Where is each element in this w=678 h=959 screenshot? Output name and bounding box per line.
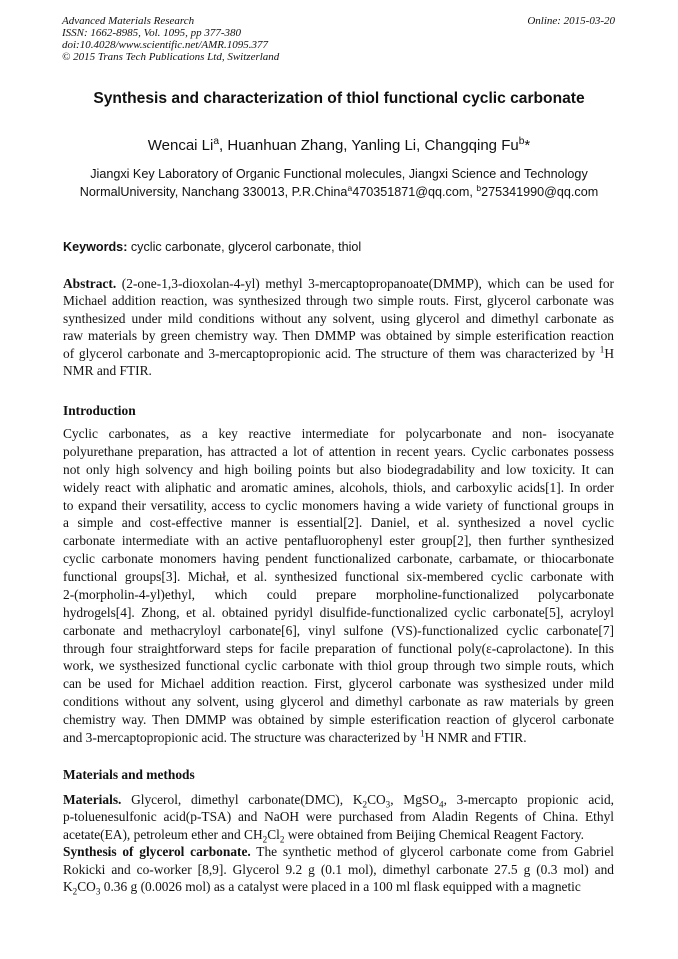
text-run: raw materials by green chemistry way. Then DMMP was obtained by simple esterification reaction	[63, 328, 614, 344]
text-line	[63, 604, 614, 622]
text-run: hydrogels[4]. Zhong, et al. obtained pyridyl disulfide-functionalized cyclic carbonate[5], acryloyl	[63, 604, 614, 620]
text-run: acetate(EA), petroleum ether and CH	[63, 826, 263, 842]
keywords	[63, 240, 361, 254]
text-line	[63, 514, 614, 532]
journal-name: Advanced Materials Research	[62, 15, 195, 27]
text-line	[63, 878, 614, 895]
text-run: Michael addition reaction, was synthesized through two simple routs. First, glycerol carbonate was	[63, 293, 614, 309]
text-run: (2-one-1,3-dioxolan-4-yl) methyl 3-mercaptopropanoate(DMMP), which can be used for	[116, 276, 614, 291]
text-line	[63, 479, 614, 497]
text-line	[63, 826, 614, 843]
authors	[0, 137, 678, 154]
bold-run-in-heading: Materials.	[63, 792, 122, 807]
text-run: synthesized under mild conditions without any solvent, using glycerol and dimethyl carbonate as	[63, 310, 614, 326]
text-line	[63, 461, 614, 479]
doi: doi:10.4028/www.scientific.net/AMR.1095.377	[62, 39, 269, 51]
text-run: 470351871@qq.com,	[352, 185, 477, 199]
bold-run-in-heading: Synthesis of glycerol carbonate.	[63, 844, 251, 860]
text-run: CO	[77, 879, 96, 895]
text-run: 275341990@qq.com	[481, 185, 599, 199]
text-line	[63, 711, 614, 729]
text-run: The synthetic method of glycerol carbonate come from Gabriel	[250, 844, 615, 860]
text-run: NMR and FTIR.	[63, 363, 152, 379]
text-run: functional groups[3]. Michał, et al. synthesized functional six-membered cyclic carbonate with	[63, 569, 614, 584]
superscript: b	[518, 136, 525, 147]
text-line	[63, 425, 614, 443]
superscript: 1	[420, 728, 425, 739]
text-line	[63, 497, 614, 515]
text-run: , Huanhuan Zhang, Yanling Li, Changqing Fu	[219, 137, 519, 154]
text-run: were obtained from Beijing Chemical Reagent Factory.	[284, 826, 585, 842]
text-run: to expand their versatility, access to cyclic monomers having a wide variety of functional groups in	[63, 497, 614, 513]
text-run: *	[524, 137, 531, 154]
paper-title: Synthesis and characterization of thiol functional cyclic carbonate	[93, 90, 585, 107]
abstract	[63, 275, 614, 379]
superscript: a	[213, 136, 220, 147]
superscript: b	[476, 182, 482, 193]
text-run: 2-(morpholin-4-yl)ethyl, which could prepare morpholine-functionalized polycarbonate	[63, 586, 614, 602]
subscript: 3	[95, 886, 101, 897]
text-line	[63, 693, 614, 711]
text-run: cyclic carbonate monomers having pendent functionalized carbonate, carbamate, or thiocarbonate	[63, 551, 614, 567]
text-line	[63, 791, 614, 808]
text-line	[63, 327, 614, 344]
keywords-label: Keywords:	[63, 240, 128, 254]
superscript: 1	[599, 344, 605, 355]
text-line	[347, 182, 599, 199]
text-run: University, Nanchang 330013, P.R.China	[120, 185, 348, 199]
text-line	[63, 808, 614, 825]
text-line	[63, 532, 614, 550]
text-run: 0.36 g (0.0026 mol) as a catalyst were placed in a 100 ml flask equipped with a magnetic	[100, 879, 581, 895]
text-run: Glycerol, dimethyl carbonate(DMC), K	[121, 792, 363, 807]
text-run: , MgSO	[390, 792, 440, 807]
text-line	[63, 550, 614, 568]
text-run: Cyclic carbonates, as a key reactive intermediate for polycarbonate and non- isocyanate	[63, 426, 614, 441]
journal-header	[62, 15, 279, 63]
text-line	[63, 292, 614, 309]
text-run: CO	[367, 792, 386, 807]
superscript: a	[347, 182, 353, 193]
text-run: polyurethane preparation, has attracted a lot of attention in recent years. Cyclic carbonates possess	[63, 443, 614, 459]
text-line	[63, 568, 614, 586]
text-run: conditions without any solvent, using glycerol and dimethyl carbonate as raw materials by green	[63, 694, 614, 710]
text-run: Cl	[267, 826, 280, 842]
text-line	[63, 310, 614, 327]
text-run: can be used for Michael addition reaction. First, glycerol carbonate was systhesized under mild	[63, 676, 614, 692]
subscript: 3	[385, 799, 391, 810]
text-run: through four straightforward steps for facile preparation of functional poly(ε-caprolactone). In this	[63, 640, 614, 656]
text-run: Jiangxi Key Laboratory of Organic Functional molecules, Jiangxi Science and Technology Normal	[79, 167, 588, 199]
section-heading-materials-methods: Materials and methods	[63, 767, 195, 782]
text-run: p-toluenesulfonic acid(p-TSA) and NaOH were purchased from Aladin Regents of China. Ethyl	[63, 809, 614, 825]
text-line	[63, 345, 614, 362]
text-line	[63, 622, 614, 640]
text-line	[63, 640, 614, 658]
text-run: K	[63, 879, 73, 895]
keywords-text: cyclic carbonate, glycerol carbonate, thiol	[127, 240, 362, 254]
issn: ISSN: 1662-8985, Vol. 1095, pp 377-380	[62, 27, 242, 39]
online-date: Online: 2015-03-20	[527, 15, 615, 27]
subscript: 2	[362, 799, 368, 810]
text-line	[63, 843, 614, 860]
subscript: 2	[262, 834, 268, 845]
text-run: H	[604, 345, 614, 361]
text-run: widely react with aliphatic and aromatic amines, alcohols, thiols, and carboxylic acids[1]. In order	[63, 479, 614, 495]
introduction-body	[63, 425, 614, 747]
text-run: and 3-mercaptopropionic acid. The structure was characterized by	[63, 729, 421, 745]
text-line	[63, 586, 614, 604]
text-run: a simple and cost-effective manner is essential[2]. Daniel, et al. synthesized a novel cyclic	[63, 515, 614, 531]
section-heading-introduction: Introduction	[63, 403, 136, 418]
affiliation	[40, 165, 638, 201]
text-run: Wencai Li	[147, 137, 214, 154]
text-line	[63, 729, 614, 747]
text-line	[63, 657, 614, 675]
bold-run-in-heading: Abstract.	[63, 276, 117, 291]
text-run: Rokicki and co-worker [8,9]. Glycerol 9.2 g (0.1 mol), dimethyl carbonate 27.5 g (0.3 mol) and	[63, 861, 614, 877]
text-run: not only high solvency and high boiling points but also biodegradability and low toxicity. It can	[63, 461, 614, 477]
text-line	[63, 861, 614, 878]
text-line	[63, 675, 614, 693]
text-run: carbonate and methacryloyl carbonate[6], vinyl sulfone (VS)-functionalized cyclic carbonate[7]	[63, 622, 614, 638]
text-line	[148, 137, 530, 154]
materials-methods-body	[63, 791, 614, 895]
subscript: 4	[439, 799, 444, 810]
text-line	[63, 275, 614, 292]
copyright: © 2015 Trans Tech Publications Ltd, Switzerland	[62, 51, 280, 63]
text-run: chemistry way. Then DMMP was obtained by simple esterification reaction of glycerol carbonate	[63, 712, 614, 727]
text-run: carbonate intermediate with an active pentafluorophenyl ester group[2], then further synthesized	[63, 533, 614, 549]
text-run: , 3-mercapto propionic acid,	[443, 792, 614, 807]
text-run: of glycerol carbonate and 3-mercaptopropionic acid. The structure of them was characterized by	[63, 345, 600, 361]
text-line	[63, 362, 614, 379]
text-line	[120, 185, 347, 199]
text-run: H NMR and FTIR.	[424, 729, 527, 745]
subscript: 2	[72, 886, 78, 897]
subscript: 2	[279, 834, 285, 845]
text-line	[63, 443, 614, 461]
text-run: work, we systhesized functional cyclic carbonate with thiol group through two simple routs, which	[63, 658, 614, 674]
